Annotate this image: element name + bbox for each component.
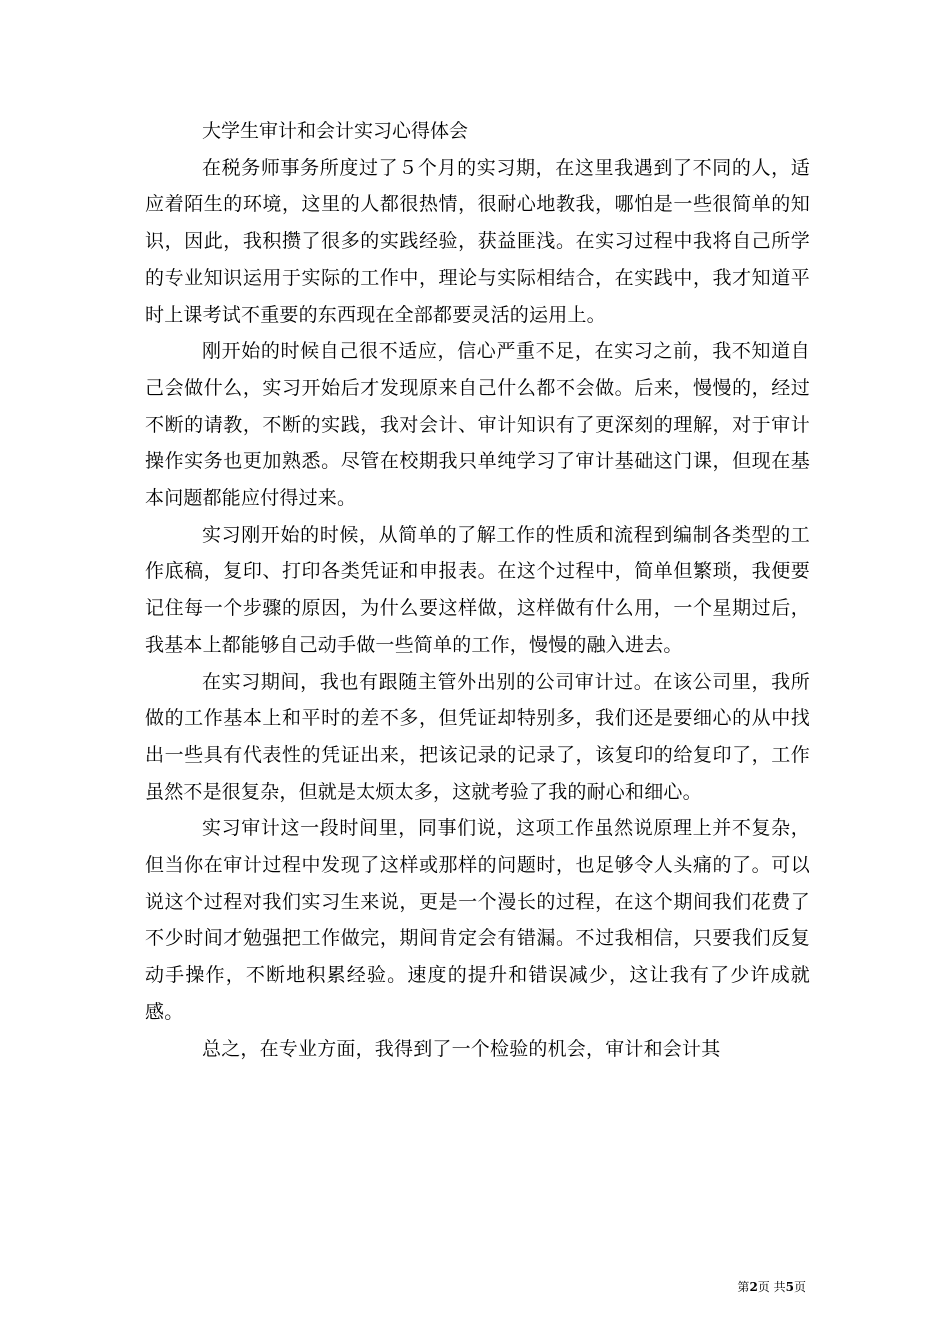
footer-total-pages: 5 [785, 1280, 794, 1294]
paragraph-2: 刚开始的时候自己很不适应，信心严重不足，在实习之前，我不知道自己会做什么，实习开始后才发现原来自己什么都不会做。后来，慢慢的，经过不断的请教，不断的实践，我对会计、审计知识有了更深刻的理解，对于审计操作实务也更加熟悉。尽管在校期我只单纯学习了审计基础这门课，但现在基本问题都能应付得过来。 [145, 340, 810, 510]
footer-middle: 页 共 [757, 1280, 786, 1294]
paragraph-1: 在税务师事务所度过了５个月的实习期，在这里我遇到了不同的人，适应着陌生的环境，这里的人都很热情，很耐心地教我，哪怕是一些很简单的知识，因此，我积攒了很多的实践经验，获益匪浅。在实习过程中我将自己所学的专业知识运用于实际的工作中，理论与实际相结合，在实践中，我才知道平时上课考试不重要的东西现在全部都要灵活的运用上。 [145, 156, 810, 326]
footer-page-number: 2 [749, 1280, 758, 1294]
document-title: 大学生审计和会计实习心得体会 [202, 120, 469, 142]
page-number-footer [737, 1279, 806, 1295]
paragraph-5: 实习审计这一段时间里，同事们说，这项工作虽然说原理上并不复杂，但当你在审计过程中发现了这样或那样的问题时，也足够令人头痛的了。可以说这个过程对我们实习生来说，更是一个漫长的过程，在这个期间我们花费了不少时间才勉强把工作做完，期间肯定会有错漏。不过我相信，只要我们反复动手操作，不断地积累经验。速度的提升和错误减少，这让我有了少许成就感。 [145, 817, 810, 1023]
footer-suffix: 页 [793, 1280, 806, 1294]
footer-prefix: 第 [737, 1280, 750, 1294]
paragraph-4: 在实习期间，我也有跟随主管外出别的公司审计过。在该公司里，我所做的工作基本上和平时的差不多，但凭证却特别多，我们还是要细心的从中找出一些具有代表性的凭证出来，把该记录的记录了，该复印的给复印了，工作虽然不是很复杂，但就是太烦太多，这就考验了我的耐心和细心。 [145, 670, 810, 803]
paragraph-6: 总之，在专业方面，我得到了一个检验的机会，审计和会计其 [202, 1037, 721, 1060]
document-body [145, 113, 810, 1067]
paragraph-3: 实习刚开始的时候，从简单的了解工作的性质和流程到编制各类型的工作底稿，复印、打印各类凭证和申报表。在这个过程中，简单但繁琐，我便要记住每一个步骤的原因，为什么要这样做，这样做有什么用，一个星期过后，我基本上都能够自己动手做一些简单的工作，慢慢的融入进去。 [145, 523, 810, 656]
